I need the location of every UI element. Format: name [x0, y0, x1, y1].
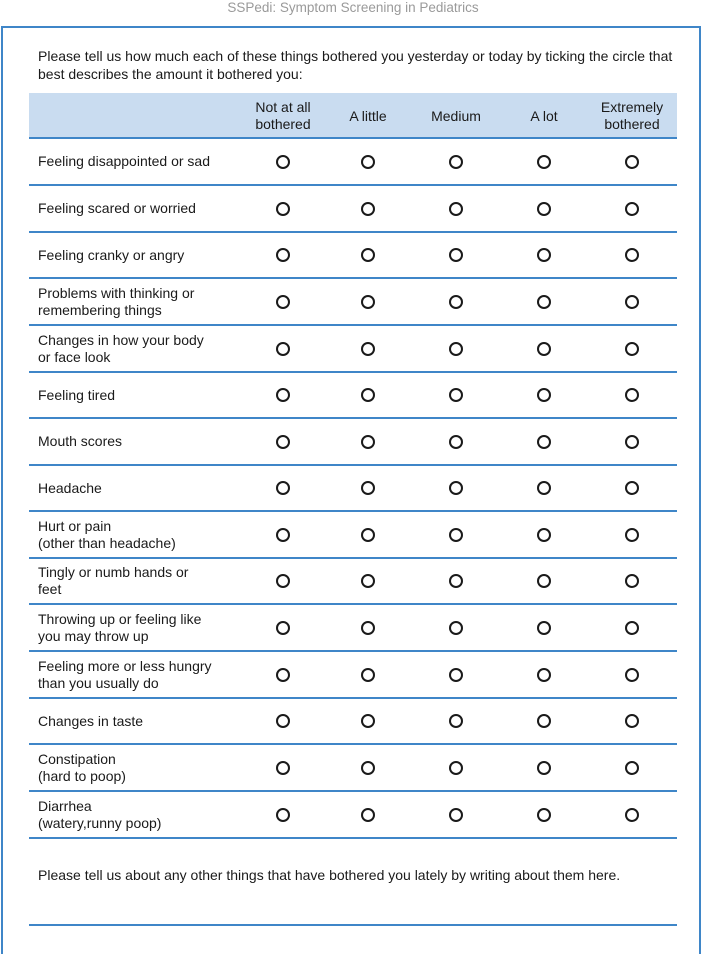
radio-extremely-bothered[interactable]	[625, 248, 639, 262]
symptom-label	[38, 559, 238, 603]
radio-not-at-all-bothered[interactable]	[276, 808, 290, 822]
radio-a-lot[interactable]	[537, 248, 551, 262]
symptom-label-line: feet	[38, 581, 62, 597]
radio-a-lot[interactable]	[537, 295, 551, 309]
symptom-label-line: Throwing up or feeling like	[38, 610, 202, 627]
radio-a-lot[interactable]	[537, 808, 551, 822]
radio-not-at-all-bothered[interactable]	[276, 668, 290, 682]
column-header-a-little	[325, 93, 411, 139]
radio-extremely-bothered[interactable]	[625, 435, 639, 449]
radio-medium[interactable]	[449, 295, 463, 309]
radio-medium[interactable]	[449, 761, 463, 775]
radio-a-little[interactable]	[361, 714, 375, 728]
symptom-label	[38, 233, 238, 277]
radio-a-lot[interactable]	[537, 528, 551, 542]
radio-not-at-all-bothered[interactable]	[276, 295, 290, 309]
radio-extremely-bothered[interactable]	[625, 761, 639, 775]
symptom-label-line: Changes in taste	[38, 712, 144, 729]
symptom-label	[38, 652, 238, 697]
radio-a-little[interactable]	[361, 295, 375, 309]
radio-not-at-all-bothered[interactable]	[276, 621, 290, 635]
symptom-label-line: Feeling more or less hungry	[38, 657, 212, 674]
symptom-label	[38, 605, 238, 650]
radio-a-lot[interactable]	[537, 668, 551, 682]
radio-a-little[interactable]	[361, 574, 375, 588]
symptom-row	[29, 559, 677, 605]
instructions-text: Please tell us how much each of these things bothered you yesterday or today by ticking the circle that best describes the amount it bothered you:	[38, 48, 673, 82]
radio-a-lot[interactable]	[537, 155, 551, 169]
symptom-label	[38, 699, 238, 743]
radio-medium[interactable]	[449, 248, 463, 262]
symptom-label-line: Diarrhea	[38, 797, 92, 814]
symptom-label-line: (other than headache)	[38, 534, 176, 551]
radio-a-little[interactable]	[361, 388, 375, 402]
radio-a-little[interactable]	[361, 342, 375, 356]
radio-extremely-bothered[interactable]	[625, 202, 639, 216]
radio-extremely-bothered[interactable]	[625, 621, 639, 635]
symptom-row	[29, 373, 677, 419]
symptom-label-line: Mouth scores	[38, 433, 123, 449]
symptom-row	[29, 419, 677, 466]
radio-not-at-all-bothered[interactable]	[276, 435, 290, 449]
symptom-row	[29, 279, 677, 326]
column-header-line: Extremely	[600, 99, 664, 115]
radio-not-at-all-bothered[interactable]	[276, 714, 290, 728]
symptom-row	[29, 745, 677, 792]
symptom-label-line: (hard to poop)	[38, 767, 126, 784]
radio-extremely-bothered[interactable]	[625, 574, 639, 588]
symptom-label	[38, 186, 238, 231]
symptom-row	[29, 605, 677, 652]
other-things-prompt: Please tell us about any other things that have bothered you lately by writing about them here.	[38, 867, 621, 883]
symptom-row	[29, 139, 677, 186]
radio-medium[interactable]	[449, 714, 463, 728]
symptom-label-line: Feeling scared or worried	[38, 200, 196, 216]
symptom-label-line: Feeling tired	[38, 386, 116, 403]
radio-a-little[interactable]	[361, 668, 375, 682]
radio-a-lot[interactable]	[537, 435, 551, 449]
radio-not-at-all-bothered[interactable]	[276, 481, 290, 495]
radio-extremely-bothered[interactable]	[625, 528, 639, 542]
radio-medium[interactable]	[449, 574, 463, 588]
radio-a-lot[interactable]	[537, 761, 551, 775]
radio-extremely-bothered[interactable]	[625, 155, 639, 169]
column-header-line: Not at all	[255, 99, 311, 115]
symptom-row	[29, 326, 677, 373]
symptom-row	[29, 512, 677, 559]
radio-a-little[interactable]	[361, 248, 375, 262]
symptom-row	[29, 792, 677, 839]
write-in-line[interactable]	[29, 924, 677, 926]
symptom-row	[29, 652, 677, 699]
symptom-row	[29, 233, 677, 279]
symptom-label-line: Feeling cranky or angry	[38, 246, 185, 263]
radio-not-at-all-bothered[interactable]	[276, 388, 290, 402]
radio-medium[interactable]	[449, 621, 463, 635]
symptom-label-line: Hurt or pain	[38, 517, 112, 534]
document-title: SSPedi: Symptom Screening in Pediatrics	[227, 0, 479, 15]
radio-not-at-all-bothered[interactable]	[276, 528, 290, 542]
symptom-label	[38, 745, 238, 790]
radio-a-little[interactable]	[361, 808, 375, 822]
column-header-line: Medium	[431, 107, 481, 124]
symptom-label-line: Constipation	[38, 750, 116, 767]
column-header-line: A lot	[530, 107, 558, 124]
column-header-line: bothered	[604, 116, 660, 132]
radio-a-lot[interactable]	[537, 202, 551, 216]
symptom-label-line: Changes in how your body	[38, 331, 204, 348]
symptom-label-line: Problems with thinking or	[38, 284, 195, 301]
column-header-line: A little	[349, 107, 387, 124]
radio-medium[interactable]	[449, 342, 463, 356]
symptom-label-line: Feeling disappointed or sad	[38, 153, 211, 169]
radio-medium[interactable]	[449, 528, 463, 542]
radio-not-at-all-bothered[interactable]	[276, 248, 290, 262]
radio-medium[interactable]	[449, 388, 463, 402]
symptom-label	[38, 279, 238, 324]
radio-not-at-all-bothered[interactable]	[276, 155, 290, 169]
radio-a-little[interactable]	[361, 481, 375, 495]
radio-a-little[interactable]	[361, 761, 375, 775]
radio-extremely-bothered[interactable]	[625, 295, 639, 309]
radio-medium[interactable]	[449, 481, 463, 495]
radio-not-at-all-bothered[interactable]	[276, 342, 290, 356]
column-header-medium	[413, 93, 499, 139]
symptom-label	[38, 419, 238, 464]
column-header-not-at-all-bothered	[240, 93, 326, 139]
symptom-label-line: (watery,runny poop)	[38, 814, 162, 831]
radio-extremely-bothered[interactable]	[625, 714, 639, 728]
radio-a-little[interactable]	[361, 621, 375, 635]
symptom-label	[38, 512, 238, 557]
symptom-label-line: you may throw up	[38, 627, 149, 644]
radio-extremely-bothered[interactable]	[625, 481, 639, 495]
symptom-label	[38, 373, 238, 417]
radio-a-lot[interactable]	[537, 481, 551, 495]
symptom-label	[38, 326, 238, 371]
symptom-row	[29, 466, 677, 512]
radio-medium[interactable]	[449, 155, 463, 169]
radio-a-little[interactable]	[361, 528, 375, 542]
radio-not-at-all-bothered[interactable]	[276, 761, 290, 775]
symptom-label-line: Headache	[38, 479, 102, 496]
radio-medium[interactable]	[449, 435, 463, 449]
column-header-extremely-bothered	[589, 93, 675, 139]
radio-extremely-bothered[interactable]	[625, 388, 639, 402]
symptom-label-line: Tingly or numb hands or	[38, 564, 189, 580]
column-header-line: bothered	[255, 116, 311, 132]
radio-extremely-bothered[interactable]	[625, 342, 639, 356]
radio-not-at-all-bothered[interactable]	[276, 202, 290, 216]
symptom-label-line: than you usually do	[38, 674, 159, 691]
symptom-label-line: or face look	[38, 348, 111, 365]
radio-a-lot[interactable]	[537, 388, 551, 402]
radio-a-little[interactable]	[361, 155, 375, 169]
radio-a-little[interactable]	[361, 435, 375, 449]
symptom-label	[38, 466, 238, 510]
radio-medium[interactable]	[449, 668, 463, 682]
symptom-label	[38, 792, 238, 837]
radio-a-little[interactable]	[361, 202, 375, 216]
radio-a-lot[interactable]	[537, 714, 551, 728]
column-header-a-lot	[501, 93, 587, 139]
symptom-label	[38, 139, 238, 184]
radio-a-lot[interactable]	[537, 621, 551, 635]
symptom-row	[29, 699, 677, 745]
symptom-row	[29, 186, 677, 233]
radio-a-lot[interactable]	[537, 342, 551, 356]
symptom-label-line: remembering things	[38, 301, 162, 318]
radio-extremely-bothered[interactable]	[625, 668, 639, 682]
radio-medium[interactable]	[449, 202, 463, 216]
radio-medium[interactable]	[449, 808, 463, 822]
radio-extremely-bothered[interactable]	[625, 808, 639, 822]
radio-a-lot[interactable]	[537, 574, 551, 588]
radio-not-at-all-bothered[interactable]	[276, 574, 290, 588]
